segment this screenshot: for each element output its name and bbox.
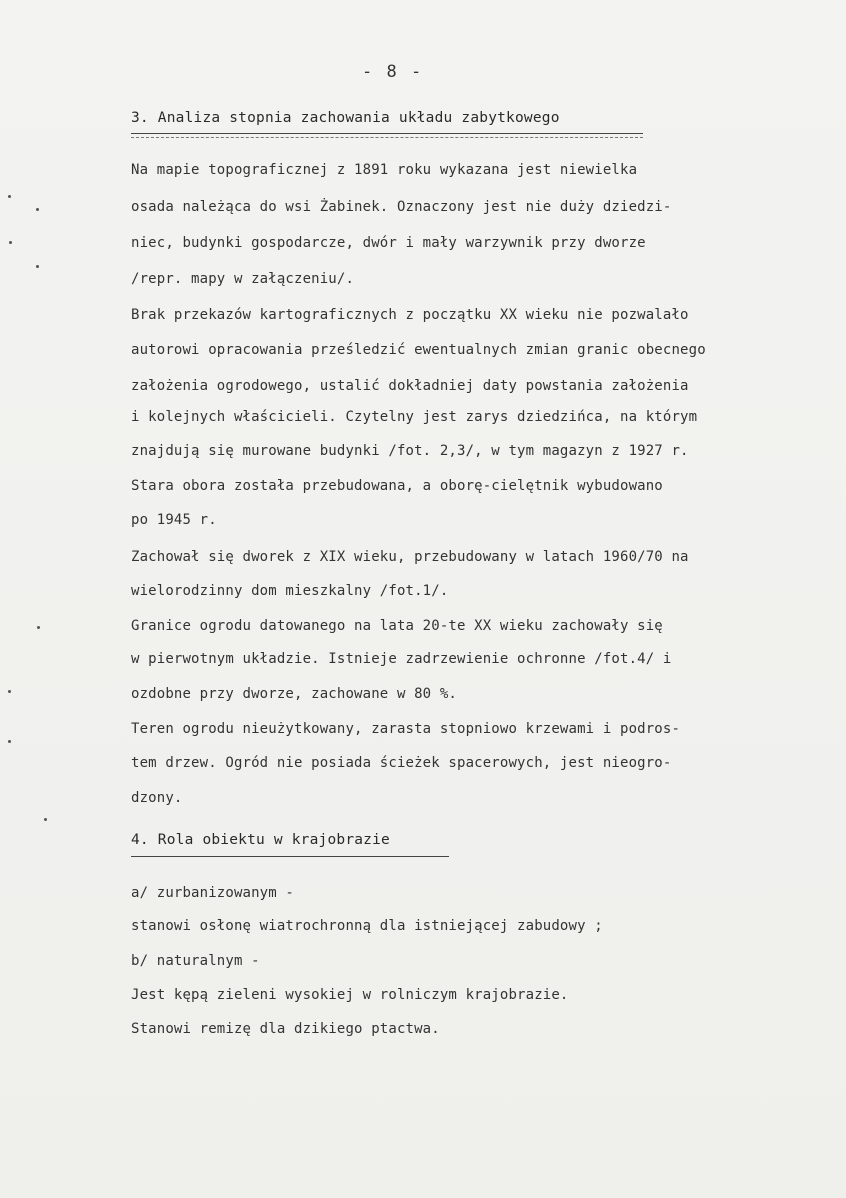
section-3-line: autorowi opracowania prześledzić ewentualnych zmian granic obecnego	[131, 342, 706, 358]
section-3-line: w pierwotnym układzie. Istnieje zadrzewienie ochronne /fot.4/ i	[131, 651, 672, 667]
margin-speck	[8, 195, 11, 198]
section-3-line: osada należąca do wsi Żabinek. Oznaczony jest nie duży dziedzi-	[131, 199, 672, 215]
section-4-underline	[131, 856, 449, 857]
margin-speck	[36, 265, 39, 268]
section-3-underline-dashed	[131, 137, 643, 138]
margin-speck	[37, 626, 40, 629]
margin-speck	[9, 241, 12, 244]
section-3-line: po 1945 r.	[131, 512, 217, 528]
section-4-line: Jest kępą zieleni wysokiej w rolniczym krajobrazie.	[131, 987, 569, 1003]
section-4-line: stanowi osłonę wiatrochronną dla istniejącej zabudowy ;	[131, 918, 603, 934]
section-4-heading: 4. Rola obiektu w krajobrazie	[131, 832, 390, 848]
margin-speck	[8, 740, 11, 743]
margin-speck	[44, 818, 47, 821]
section-3-line: dzony.	[131, 790, 183, 806]
section-3-line: założenia ogrodowego, ustalić dokładniej daty powstania założenia	[131, 378, 689, 394]
section-3-line: i kolejnych właścicieli. Czytelny jest zarys dziedzińca, na którym	[131, 409, 698, 425]
section-3-line: tem drzew. Ogród nie posiada ścieżek spacerowych, jest nieogro-	[131, 755, 672, 771]
section-3-line: znajdują się murowane budynki /fot. 2,3/, w tym magazyn z 1927 r.	[131, 443, 689, 459]
section-3-underline	[131, 133, 643, 134]
margin-speck	[36, 208, 39, 211]
margin-speck	[8, 690, 11, 693]
section-3-line: /repr. mapy w załączeniu/.	[131, 271, 355, 287]
section-3-line: Teren ogrodu nieużytkowany, zarasta stopniowo krzewami i podros-	[131, 721, 681, 737]
section-4-line: Stanowi remizę dla dzikiego ptactwa.	[131, 1021, 440, 1037]
section-3-line: Zachował się dworek z XIX wieku, przebudowany w latach 1960/70 na	[131, 549, 689, 565]
section-3-line: Granice ogrodu datowanego na lata 20-te XX wieku zachowały się	[131, 618, 663, 634]
section-3-line: Brak przekazów kartograficznych z początku XX wieku nie pozwalało	[131, 307, 689, 323]
section-3-line: wielorodzinny dom mieszkalny /fot.1/.	[131, 583, 449, 599]
page-number: - 8 -	[362, 62, 424, 82]
section-3-heading: 3. Analiza stopnia zachowania układu zabytkowego	[131, 110, 560, 126]
section-3-line: Na mapie topograficznej z 1891 roku wykazana jest niewielka	[131, 162, 638, 178]
section-4-line: b/ naturalnym -	[131, 953, 260, 969]
section-3-line: ozdobne przy dworze, zachowane w 80 %.	[131, 686, 457, 702]
section-4-line: a/ zurbanizowanym -	[131, 885, 294, 901]
section-3-line: niec, budynki gospodarcze, dwór i mały warzywnik przy dworze	[131, 235, 646, 251]
section-3-line: Stara obora została przebudowana, a oborę-cielętnik wybudowano	[131, 478, 663, 494]
